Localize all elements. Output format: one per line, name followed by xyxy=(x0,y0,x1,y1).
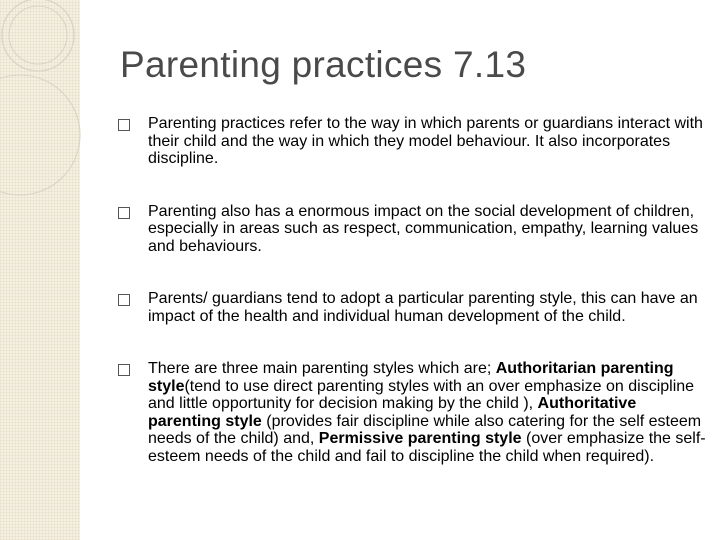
bullet-item xyxy=(118,290,708,325)
bullet-item xyxy=(118,360,708,465)
bullet-text xyxy=(148,290,708,325)
text-segment: (tend to use direct parenting styles with an over emphasize on discipline and little opportunity for decision making by the child ), xyxy=(148,377,695,412)
bold-term: Authoritarian parenting style xyxy=(148,360,674,395)
bullet-text xyxy=(148,115,708,168)
left-texture-strip xyxy=(0,0,80,540)
bullet-list xyxy=(118,115,708,465)
bullet-item xyxy=(118,203,708,256)
bullet-box-icon xyxy=(118,119,130,131)
bullet-box-icon xyxy=(118,207,130,219)
text-segment: There are three main parenting styles which are; xyxy=(148,360,496,377)
bullet-text xyxy=(148,360,708,465)
text-segment: (over emphasize the self-esteem needs of the child and fail to discipline the child when required). xyxy=(148,430,706,465)
bold-term: Authoritative parenting style xyxy=(148,395,637,430)
bullet-box-icon xyxy=(118,294,130,306)
slide-title: Parenting practices 7.13 xyxy=(120,44,527,85)
bullet-item xyxy=(118,115,708,168)
text-segment: Parenting practices refer to the way in which parents or guardians interact with their child and the way in which they model behaviour. It also incorporates discipline. xyxy=(148,115,703,167)
text-segment: (provides fair discipline while also catering for the self esteem needs of the child) and, xyxy=(148,412,702,447)
bold-term: Permissive parenting style xyxy=(318,430,522,447)
text-segment: Parents/ guardians tend to adopt a particular parenting style, this can have an impact of the health and individual human development of the child. xyxy=(148,290,698,325)
bullet-box-icon xyxy=(118,364,130,376)
text-segment: Parenting also has a enormous impact on the social development of children, especially in areas such as respect, communication, empathy, learning values and behaviours. xyxy=(148,202,699,255)
bullet-text xyxy=(148,203,708,256)
